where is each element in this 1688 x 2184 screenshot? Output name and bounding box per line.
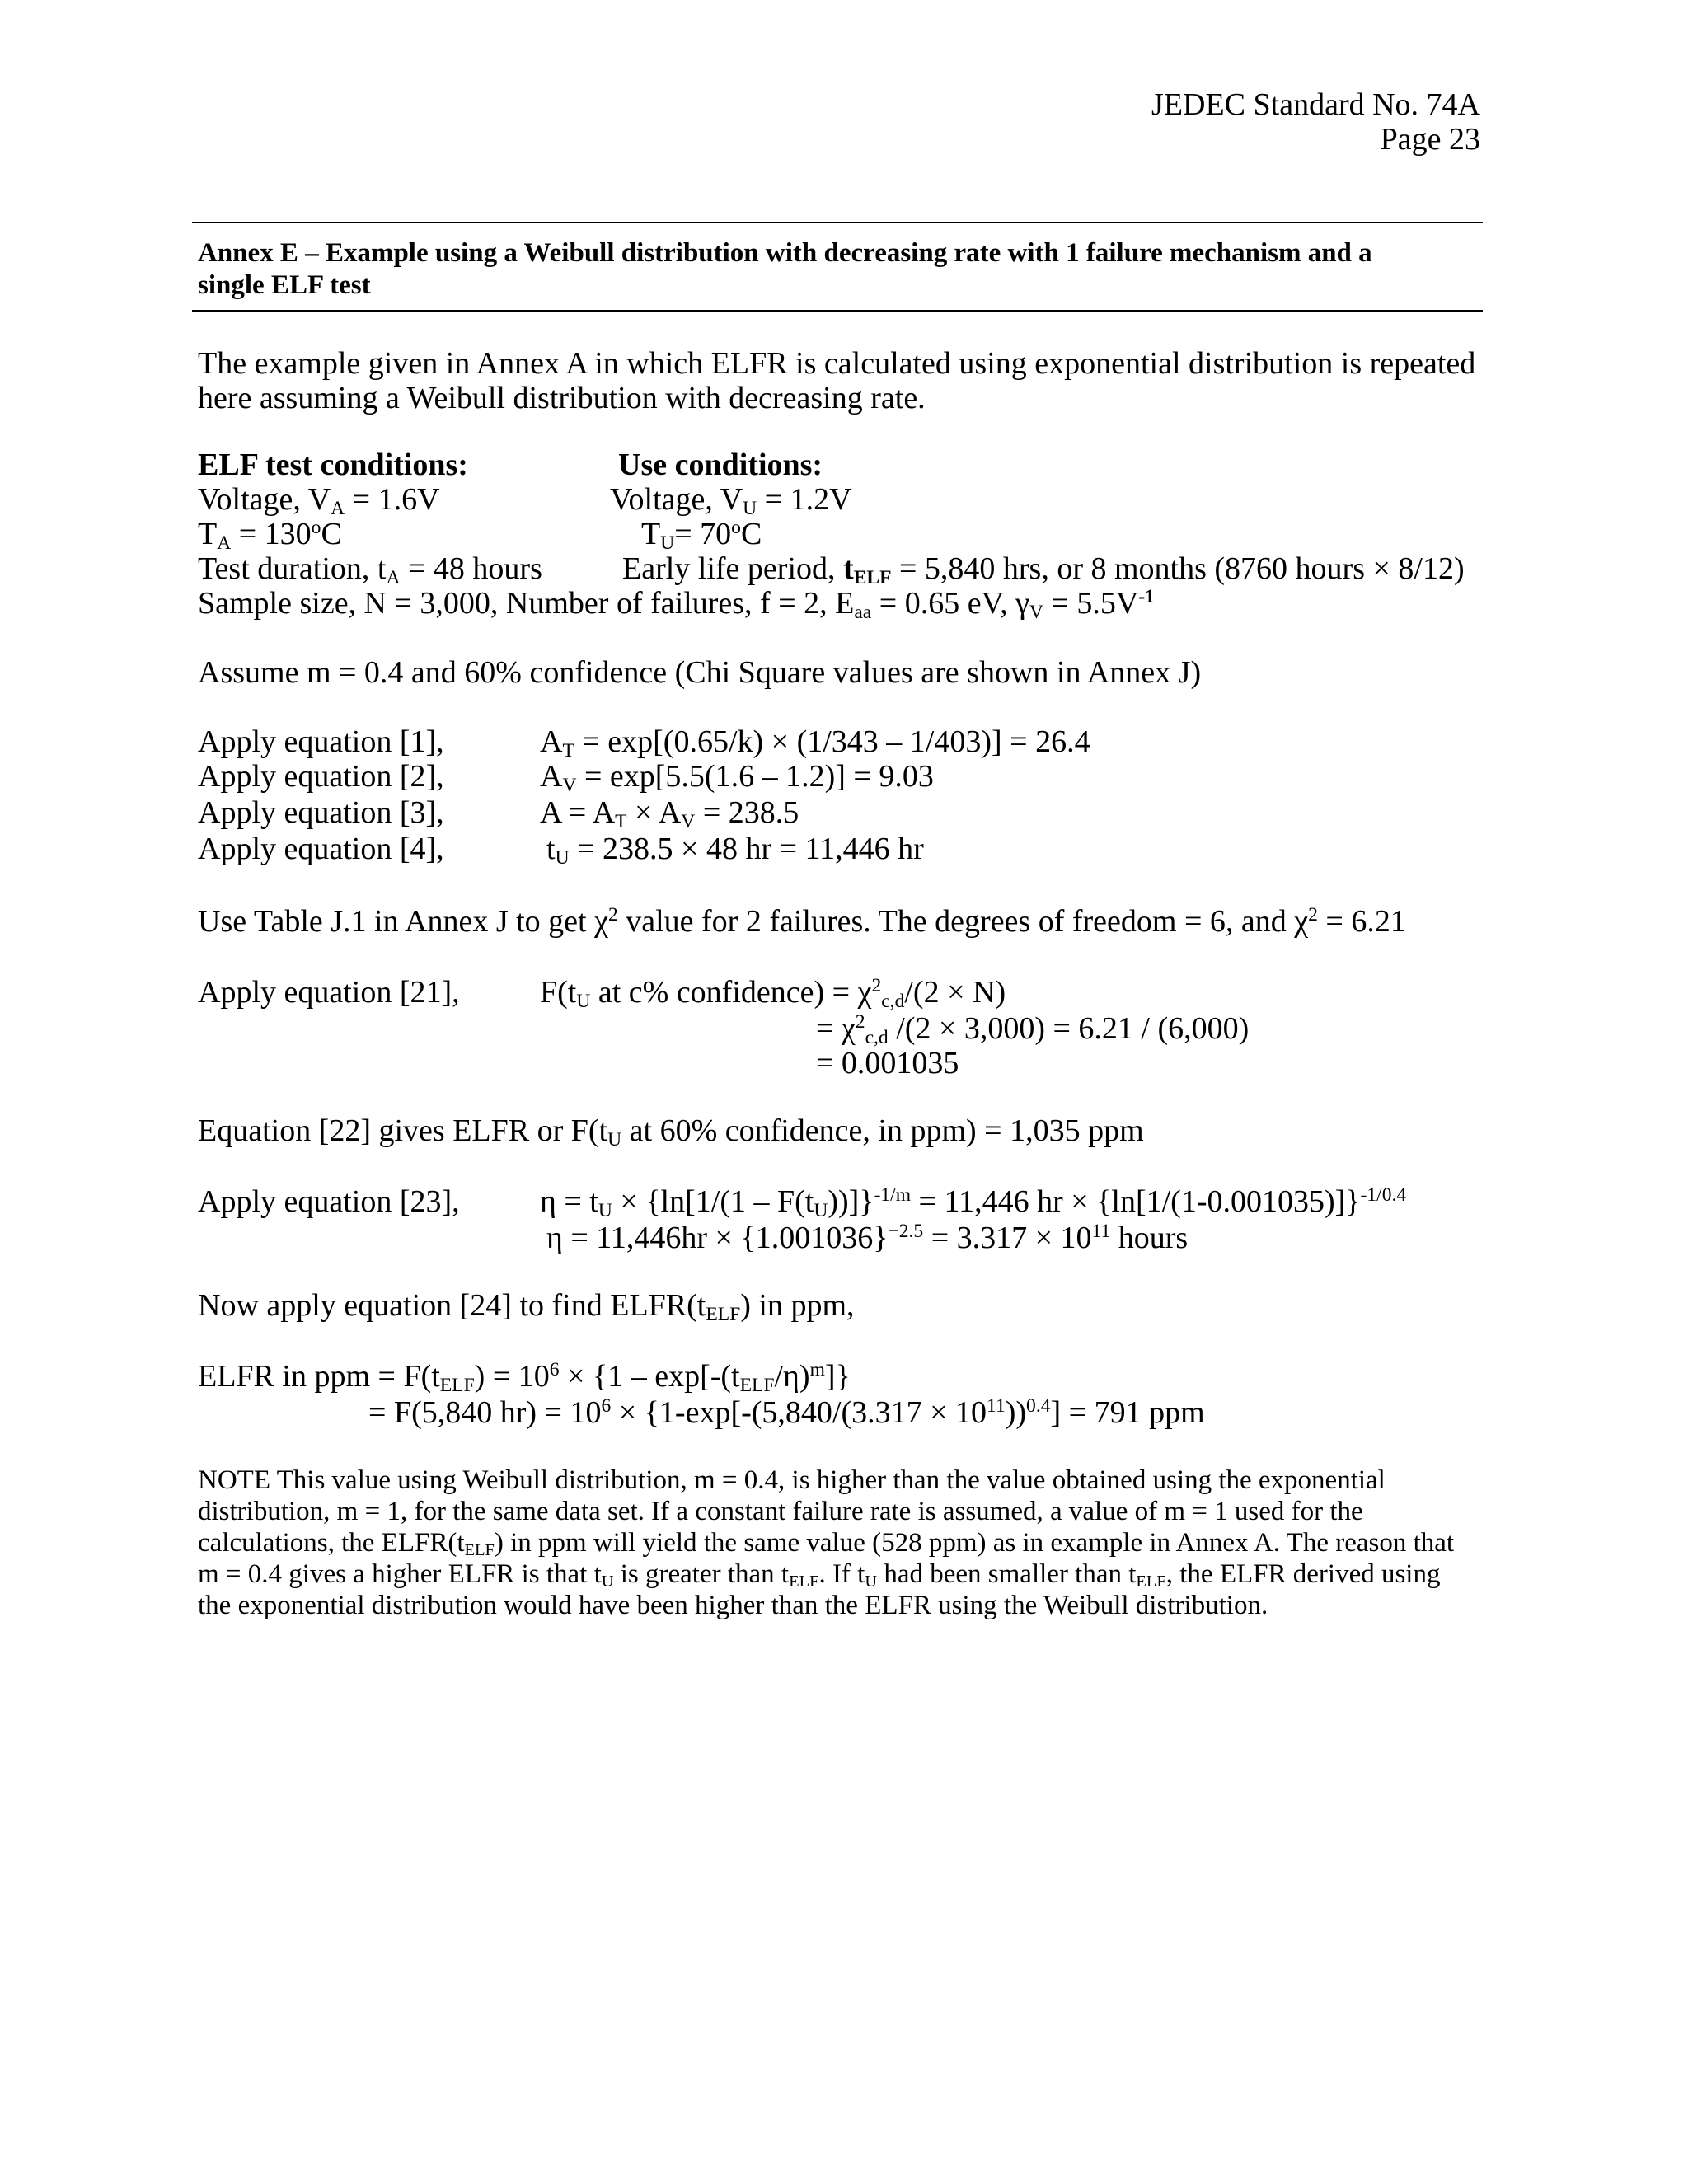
eq21-line3: = 0.001035 [816, 1046, 959, 1080]
chi-square-line: Use Table J.1 in Annex J to get $\chi^2$ value for 2 failures. The degrees of freedom = 6, and $\chi^2 = 6.21$ [198, 904, 1406, 939]
elfr-line1: ELFR in ppm = $F(t_{ELF}) = 10^6 \times \{1 - \exp[-(t_{ELF}/\eta)^m]\}$ [198, 1359, 851, 1396]
standard-label: JEDEC Standard No. 74A [1151, 87, 1480, 122]
test-duration: Test duration, $t_A = 48$ hours [198, 551, 542, 588]
eq24-line: Now apply equation [24] to find $ELFR(t_{ELF})$ in ppm, [198, 1288, 855, 1325]
voltage-u: Voltage, $V_U = 1.2V$ [610, 482, 852, 519]
sample-size: Sample size, N = 3,000, Number of failures, f = 2, $E_{aa} = 0.65$ eV, $\gamma_V = 5.5V^{-1}$ [198, 586, 1155, 623]
note-line4: m = 0.4 gives a higher ELFR is that $t_U$ is greater than $t_{ELF}$. If $t_U$ had been smaller than $t_{ELF}$, the ELFR derived using [198, 1559, 1441, 1591]
eq21-line2: = $\chi^2_{c,d}$ /(2 × 3,000) = 6.21 / (6,000) [816, 1011, 1250, 1048]
temp-a: $T_A = 130^oC$ [198, 517, 342, 554]
eq2-label: Apply equation [2], [198, 759, 444, 794]
eq23-line1: $\eta = t_U \times \{\ln[1/(1 - F(t_U))]\}^{-1/m} = 11,446$ hr × $\{\ln[1/(1-0.001035)]\}^{-1/0.4}$ [540, 1184, 1407, 1221]
eq4-label: Apply equation [4], [198, 832, 444, 866]
eq23-label: Apply equation [23], [198, 1184, 460, 1219]
eq23-line2: $\eta = 11,446hr \times \{1.001036\}^{-2.5} = 3.317 \times 10^{11}$ hours [546, 1221, 1189, 1255]
eq3-label: Apply equation [3], [198, 795, 444, 830]
bottom-rule [192, 310, 1483, 312]
top-rule [192, 222, 1483, 223]
eq21-label: Apply equation [21], [198, 975, 460, 1010]
page-number: Page 23 [1380, 122, 1480, 157]
early-life-period: Early life period, $t_{ELF} = 5,840$ hrs, or 8 months (8760 hours × 8/12) [622, 551, 1465, 588]
elfr-line2: = F(5,840 $hr) = 10^6 \times \{1-\exp[-(5,840/(3.317 \times 10^{11}))^{0.4}] = 791$ ppm [368, 1395, 1205, 1430]
temp-u: $T_U= 70^oC$ [641, 517, 762, 554]
voltage-a: Voltage, $V_A = 1.6V$ [198, 482, 440, 519]
elf-test-heading: ELF test conditions: [198, 448, 468, 482]
eq2-body: $A_V = \exp[5.5(1.6 - 1.2)] = 9.03$ [540, 759, 934, 796]
use-conditions-heading: Use conditions: [618, 448, 823, 482]
eq4-body: $t_U = 238.5 \times 48$ hr = 11,446 hr [546, 832, 924, 869]
note-line1: NOTE This value using Weibull distribution, m = 0.4, is higher than the value obtained using the exponential [198, 1465, 1386, 1495]
annex-title-line1: Annex E – Example using a Weibull distribution with decreasing rate with 1 failure mechanism and a [198, 238, 1372, 268]
annex-title-line2: single ELF test [198, 270, 371, 300]
assume-line: Assume m = 0.4 and 60% confidence (Chi Square values are shown in Annex J) [198, 655, 1202, 690]
eq22-line: Equation [22] gives ELFR or $F(t_U$ at 60% confidence, in ppm) = 1,035 ppm [198, 1113, 1144, 1151]
eq3-body: $A = A_T \times A_V = 238.5$ [540, 795, 799, 832]
intro-line1: The example given in Annex A in which ELFR is calculated using exponential distribution is repeated [198, 346, 1476, 381]
note-line2: distribution, m = 1, for the same data set. If a constant failure rate is assumed, a value of m = 1 used for the [198, 1497, 1363, 1526]
note-line3: calculations, the $ELFR(t_{ELF})$ in ppm will yield the same value (528 ppm) as in example in Annex A. The reason that [198, 1528, 1455, 1560]
eq1-body: $A_T = \exp[(0.65/k) \times (1/343 - 1/403)] = 26.4$ [540, 724, 1090, 762]
eq21-line1: $F(t_U$ at c% confidence) = $\chi^2_{c,d}/(2 \times N)$ [540, 975, 1006, 1012]
intro-line2: here assuming a Weibull distribution with decreasing rate. [198, 381, 926, 415]
eq1-label: Apply equation [1], [198, 724, 444, 759]
note-line5: the exponential distribution would have been higher than the ELFR using the Weibull distribution. [198, 1591, 1268, 1620]
